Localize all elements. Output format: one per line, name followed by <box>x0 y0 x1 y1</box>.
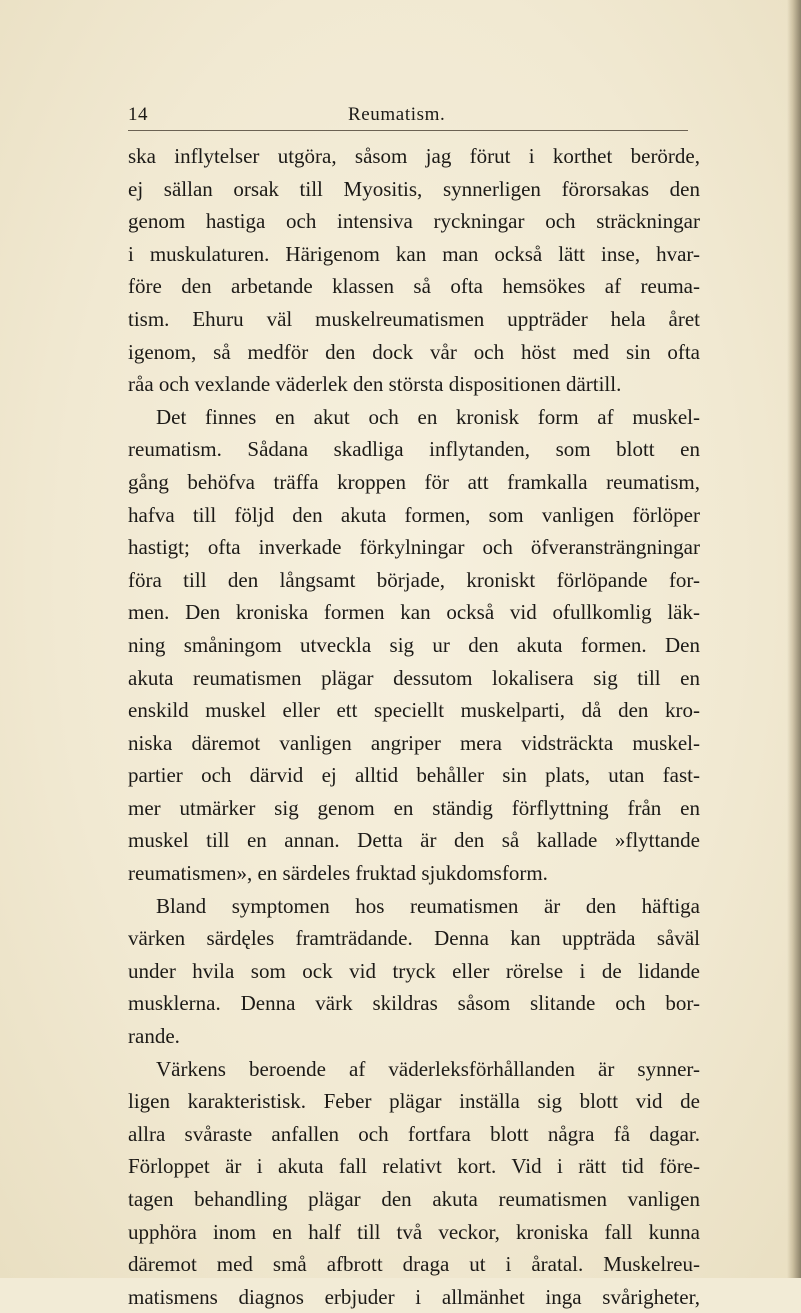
text-line: mer utmärker sig genom en ständig förflyttning från en <box>128 795 700 820</box>
body-text <box>128 140 700 1313</box>
text-line: igenom, så medför den dock vår och höst med sin ofta <box>128 339 700 364</box>
text-line: rande. <box>128 1024 180 1049</box>
text-line: Det finnes en akut och en kronisk form af muskel- <box>156 404 700 429</box>
text-line: men. Den kroniska formen kan också vid ofullkomlig läk- <box>128 600 700 625</box>
text-line: muskel till en annan. Detta är den så kallade »flyttande <box>128 828 700 853</box>
text-line: ligen karakteristisk. Feber plägar inställa sig blott vid de <box>128 1089 700 1114</box>
header-rule <box>128 130 688 131</box>
text-line: musklerna. Denna värk skildras såsom slitande och bor- <box>128 991 700 1016</box>
text-line: reumatism. Sådana skadliga inflytanden, som blott en <box>128 437 700 462</box>
text-line: ej sällan orsak till Myositis, synnerligen förorsakas den <box>128 176 700 201</box>
text-line: Värkens beroende af väderleksförhållanden är synner- <box>156 1056 700 1081</box>
text-line: under hvila som ock vid tryck eller rörelse i de lidande <box>128 958 700 983</box>
text-line: före den arbetande klassen så ofta hemsökes af reuma- <box>128 274 700 299</box>
text-line: ning småningom utveckla sig ur den akuta formen. Den <box>128 632 700 657</box>
page-number: 14 <box>128 104 148 125</box>
text-line: tism. Ehuru väl muskelreumatismen uppträder hela året <box>128 306 700 331</box>
text-line: i muskulaturen. Härigenom kan man också lätt inse, hvar- <box>128 241 700 266</box>
text-line: partier och därvid ej alltid behåller sin plats, utan fast- <box>128 763 700 788</box>
text-line: matismens diagnos erbjuder i allmänhet inga svårigheter, <box>128 1284 700 1309</box>
text-line: genom hastiga och intensiva ryckningar och sträckningar <box>128 209 700 234</box>
text-line: enskild muskel eller ett speciellt muskelparti, då den kro- <box>128 698 700 723</box>
text-line: däremot med små afbrott draga ut i åratal. Muskelreu- <box>128 1252 700 1277</box>
text-line: hafva till följd den akuta formen, som vanligen förlöper <box>128 502 700 527</box>
text-line: gång behöfva träffa kroppen för att framkalla reumatism, <box>128 469 700 494</box>
text-line: tagen behandling plägar den akuta reumatismen vanligen <box>128 1187 700 1211</box>
text-line: akuta reumatismen plägar dessutom lokalisera sig till en <box>128 665 700 690</box>
text-line: Bland symptomen hos reumatismen är den häftiga <box>156 893 700 918</box>
text-line: allra svåraste anfallen och fortfara blott några få dagar. <box>128 1121 700 1146</box>
text-line: föra till den långsamt började, kroniskt förlöpande for- <box>128 567 700 592</box>
page-header <box>128 104 688 130</box>
text-line: ska inflytelser utgöra, såsom jag förut i korthet berörde, <box>128 144 700 168</box>
text-line: värken särdęles framträdande. Denna kan uppträda såväl <box>128 926 700 951</box>
text-line: Förloppet är i akuta fall relativt kort. Vid i rätt tid före- <box>128 1154 700 1179</box>
text-line: råa och vexlande väderlek den största dispositionen därtill. <box>128 372 622 397</box>
text-line: upphöra inom en half till två veckor, kroniska fall kunna <box>128 1219 700 1244</box>
text-line: hastigt; ofta inverkade förkylningar och öfveransträngningar <box>128 535 700 560</box>
page-edge-shadow <box>787 0 801 1278</box>
text-line: niska däremot vanligen angriper mera vidsträckta muskel- <box>128 730 700 755</box>
running-head: Reumatism. <box>348 104 446 125</box>
text-line: reumatismen», en särdeles fruktad sjukdomsform. <box>128 861 548 886</box>
